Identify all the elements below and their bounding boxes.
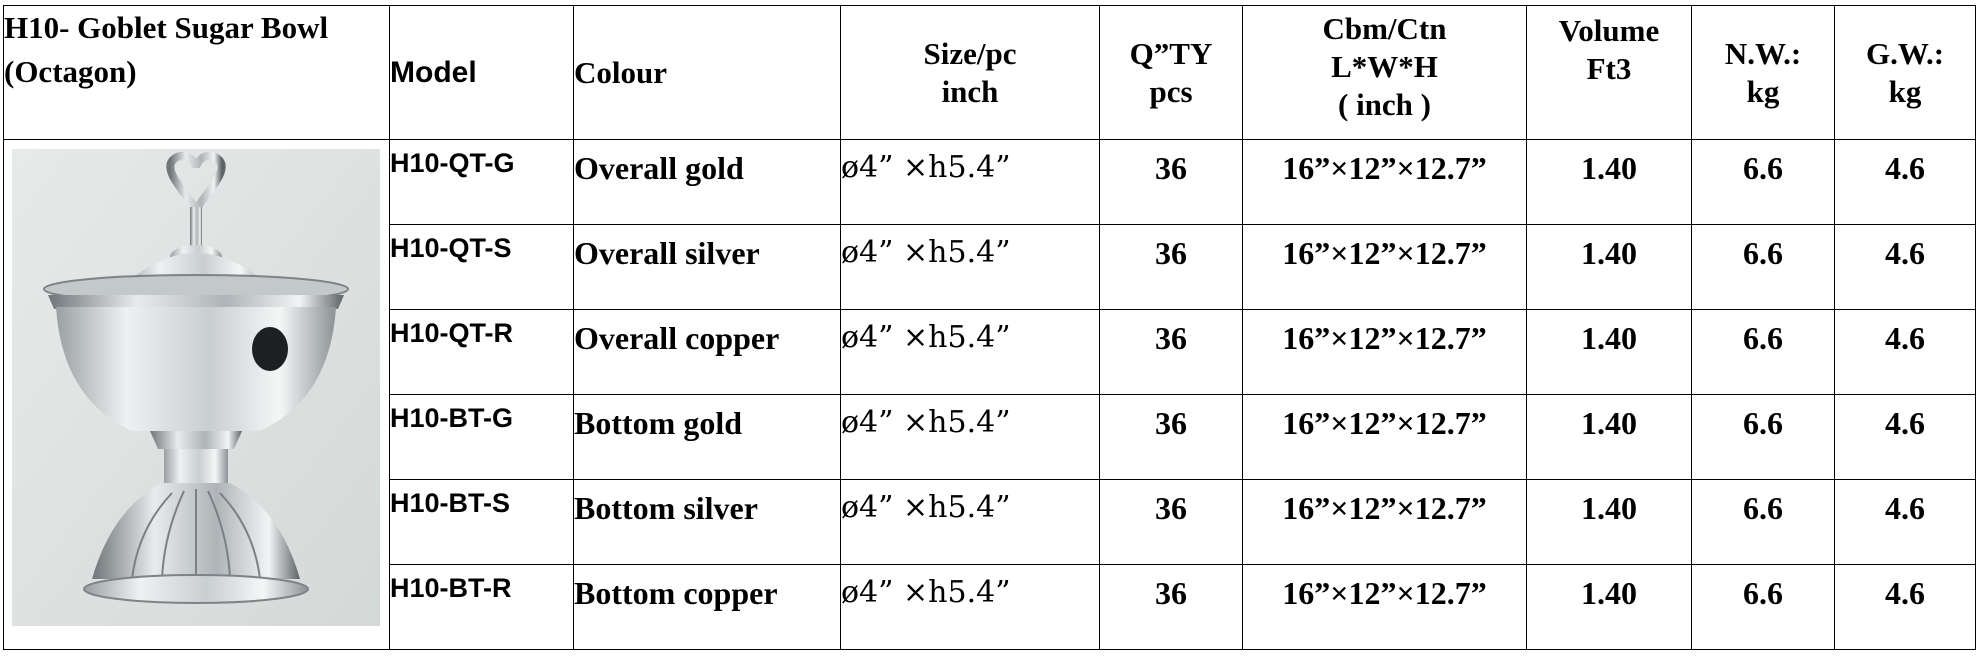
cell-carton: 16”×12”×12.7”: [1243, 310, 1527, 395]
product-title-line2: (Octagon): [4, 54, 137, 89]
cell-volume: 1.40: [1527, 395, 1692, 480]
cell-model: H10-QT-R: [390, 310, 574, 395]
header-carton-line2: L*W*H: [1331, 49, 1438, 84]
header-size: [841, 6, 1100, 140]
header-nw: [1692, 6, 1835, 140]
product-photo: [12, 149, 380, 626]
cell-carton: 16”×12”×12.7”: [1243, 140, 1527, 225]
cell-model: H10-BT-G: [390, 395, 574, 480]
header-row: [4, 6, 1976, 140]
cell-volume: 1.40: [1527, 480, 1692, 565]
cell-qty: 36: [1100, 225, 1243, 310]
cell-model: H10-QT-S: [390, 225, 574, 310]
cell-colour: Bottom silver: [574, 480, 841, 565]
cell-gw: 4.6: [1835, 480, 1976, 565]
cell-colour: Bottom copper: [574, 565, 841, 650]
header-qty-line1: Q”TY: [1129, 35, 1213, 71]
cell-size: ø4” ×h5.4”: [841, 140, 1100, 225]
cell-gw: 4.6: [1835, 310, 1976, 395]
cell-volume: 1.40: [1527, 565, 1692, 650]
cell-nw: 6.6: [1692, 140, 1835, 225]
cell-gw: 4.6: [1835, 140, 1976, 225]
header-model: Model: [390, 6, 574, 140]
cell-carton: 16”×12”×12.7”: [1243, 225, 1527, 310]
header-nw-line2: kg: [1746, 73, 1780, 109]
cell-volume: 1.40: [1527, 225, 1692, 310]
cell-carton: 16”×12”×12.7”: [1243, 565, 1527, 650]
cell-nw: 6.6: [1692, 395, 1835, 480]
cell-volume: 1.40: [1527, 310, 1692, 395]
cell-gw: 4.6: [1835, 225, 1976, 310]
header-volume-line1: Volume: [1558, 13, 1660, 48]
header-gw-line1: G.W.:: [1865, 35, 1945, 71]
header-carton-line3: ( inch ): [1338, 87, 1431, 122]
cell-size: ø4” ×h5.4”: [841, 480, 1100, 565]
cell-qty: 36: [1100, 565, 1243, 650]
cell-colour: Overall gold: [574, 140, 841, 225]
cell-gw: 4.6: [1835, 565, 1976, 650]
product-title: [4, 6, 390, 140]
cell-size: ø4” ×h5.4”: [841, 310, 1100, 395]
product-photo-cell: [4, 140, 390, 650]
cell-gw: 4.6: [1835, 395, 1976, 480]
cell-qty: 36: [1100, 480, 1243, 565]
header-carton: [1243, 6, 1527, 140]
cell-size: ø4” ×h5.4”: [841, 395, 1100, 480]
header-size-line1: Size/pc: [923, 35, 1017, 71]
cell-qty: 36: [1100, 310, 1243, 395]
header-nw-line1: N.W.:: [1724, 35, 1802, 71]
header-size-line2: inch: [941, 73, 999, 109]
cell-colour: Overall silver: [574, 225, 841, 310]
cell-volume: 1.40: [1527, 140, 1692, 225]
table-row: [4, 140, 1976, 225]
cell-nw: 6.6: [1692, 480, 1835, 565]
sugar-bowl-image: [12, 149, 380, 626]
cell-qty: 36: [1100, 395, 1243, 480]
cell-nw: 6.6: [1692, 565, 1835, 650]
cell-carton: 16”×12”×12.7”: [1243, 395, 1527, 480]
cell-nw: 6.6: [1692, 310, 1835, 395]
cell-size: ø4” ×h5.4”: [841, 565, 1100, 650]
cell-model: H10-QT-G: [390, 140, 574, 225]
cell-carton: 16”×12”×12.7”: [1243, 480, 1527, 565]
cell-qty: 36: [1100, 140, 1243, 225]
header-gw: [1835, 6, 1976, 140]
cell-colour: Overall copper: [574, 310, 841, 395]
header-colour: Colour: [574, 6, 841, 140]
header-gw-line2: kg: [1888, 73, 1922, 109]
header-qty-line2: pcs: [1149, 73, 1193, 109]
header-volume: [1527, 6, 1692, 140]
cell-nw: 6.6: [1692, 225, 1835, 310]
header-carton-line1: Cbm/Ctn: [1322, 11, 1447, 46]
cell-size: ø4” ×h5.4”: [841, 225, 1100, 310]
header-volume-line2: Ft3: [1586, 51, 1632, 86]
cell-colour: Bottom gold: [574, 395, 841, 480]
header-qty: [1100, 6, 1243, 140]
product-title-line1: H10- Goblet Sugar Bowl: [4, 10, 329, 45]
cell-model: H10-BT-R: [390, 565, 574, 650]
product-spec-table: [3, 5, 1976, 650]
cell-model: H10-BT-S: [390, 480, 574, 565]
